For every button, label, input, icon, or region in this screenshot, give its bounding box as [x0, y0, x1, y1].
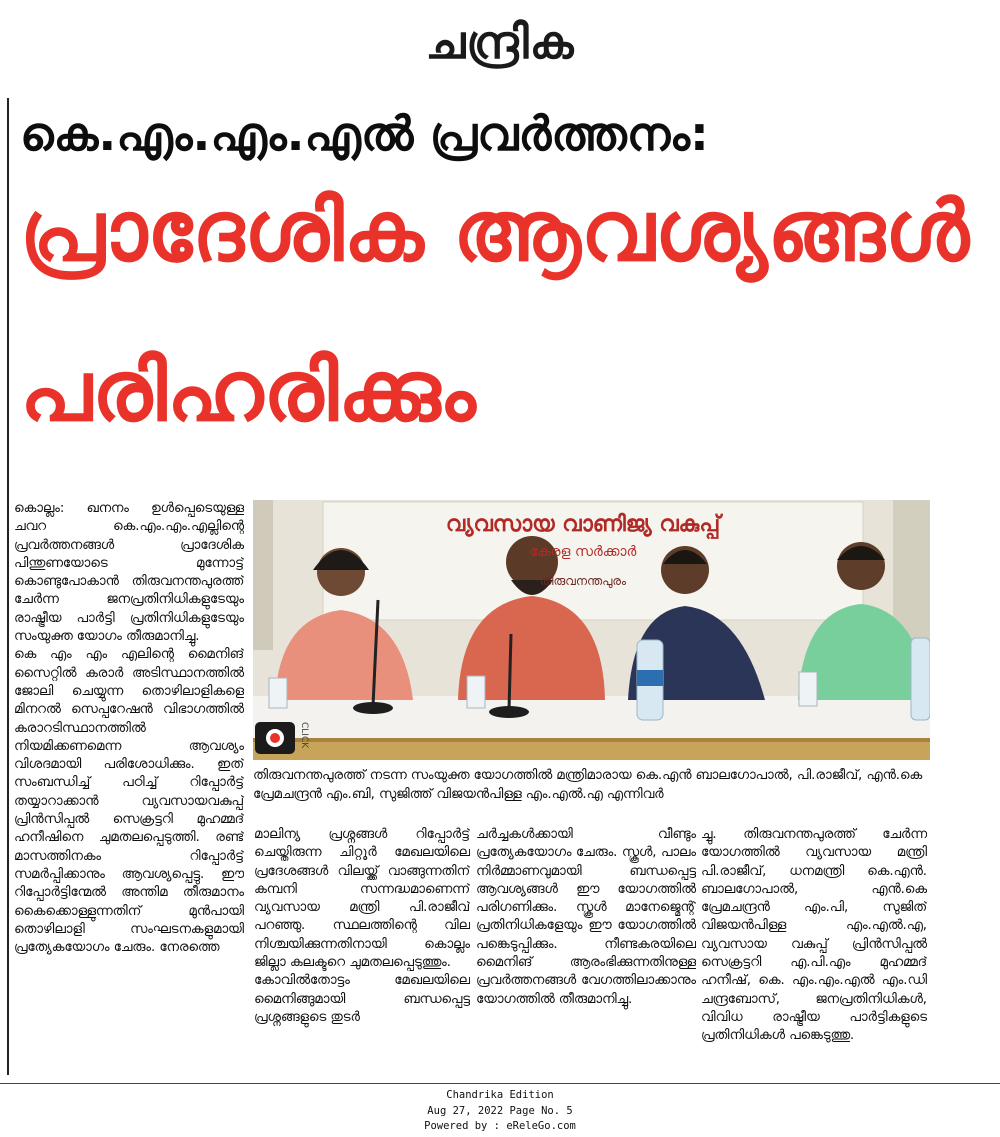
banner-subheading: കേരള സർക്കാർ [529, 544, 637, 560]
paragraph: കൊല്ലം: ഖനനം ഉൾപ്പെടെയുള്ള ചവറ കെ.എം.എം.എല്ലിന്റെ പ്രവർത്തനങ്ങൾ പ്രാദേശിക പിന്തുണയോടെ മുന്നോട്ട് കൊണ്ടുപോകാൻ തിരുവനന്തപുരത്ത് ചേർന്ന ജനപ്രതിനിധികളുടേയും രാഷ്ട്രീയ പാർട്ടി പ്രതിനിധികളുടേയും സംയുക്ത യോഗം തീരുമാനിച്ചു. [14, 501, 244, 645]
article-column-3 [476, 826, 696, 1076]
paragraph: കെ എം എം എലിന്റെ മൈനിങ് സൈറ്റിൽ കരാർ അടിസ്ഥാനത്തിൽ ജോലി ചെയ്യുന്ന തൊഴിലാളികളെ മിനറൽ സെപ്പറേഷൻ വിഭാഗത്തിൽ കരാറടിസ്ഥാനത്തിൽ നിയമിക്കണമെന്ന ആവശ്യം വിശദമായി പരിശോധിക്കും. ഇത് സംബന്ധിച്ച് പഠിച്ച് റിപ്പോർട്ട് തയ്യാറാക്കാൻ വ്യവസായവകുപ്പ് പ്രിൻസിപ്പൽ സെക്രട്ടറി മുഹമ്മദ് ഹനീഷിനെ ചുമതലപ്പെടുത്തി. രണ്ട് മാസത്തിനകം റിപ്പോർട്ട് സമർപ്പിക്കാനും ആവശ്യപ്പെട്ടു. ഈ റിപ്പോർട്ടിന്മേൽ അന്തിമ തീരുമാനം കൈക്കൊള്ളുന്നതിന് മുൻപായി തൊഴിലാളി സംഘടനകളുമായി പ്രത്യേകയോഗം ചേരും. നേരത്തെ [14, 647, 244, 956]
headline-line-2: പരിഹരിക്കും [20, 342, 476, 440]
news-photo [253, 500, 930, 760]
camera-icon [299, 722, 309, 748]
page-footer [0, 1088, 1000, 1135]
footer-date-page: Aug 27, 2022 Page No. 5 [427, 1104, 573, 1117]
paragraph: കോവിൽതോട്ടം മേഖലയിലെ മൈനിങ്ങുമായി ബന്ധപ്പെട്ട പ്രശ്നങ്ങളുടെ തുടർ [254, 973, 470, 1025]
photo-caption: തിരുവനന്തപുരത്ത് നടന്ന സംയുക്ത യോഗത്തിൽ മന്ത്രിമാരായ കെ.എൻ ബാലഗോപാൽ, പി.രാജീവ്, എൻ.കെ പ്രേമചന്ദ്രൻ എം.ബി, സുജിത്ത് വിജയൻപിള്ള എം.എൽ.എ എന്നിവർ [253, 768, 923, 802]
banner-heading: വ്യവസായ വാണിജ്യ വകുപ്പ് [445, 512, 721, 537]
left-column-rule [7, 98, 9, 1075]
banner-city: തിരുവനന്തപുരം [539, 574, 627, 588]
photo-watermark: CLICK [299, 722, 309, 749]
article-column-1 [14, 500, 244, 1075]
paragraph: ചർച്ചകൾക്കായി വീണ്ടും പ്രത്യേകയോഗം ചേരും. സ്കൂൾ, പാലം നിർമ്മാണവുമായി ബന്ധപ്പെട്ട ആവശ്യങ്ങൾ ഈ യോഗത്തിൽ പരിഗണിക്കും. സ്കൂൾ മാനേജ്മെന്റ് പ്രതിനിധികളേയും ഈ യോഗത്തിൽ പങ്കെടുപ്പിക്കും. നീണ്ടകരയിലെ മൈനിങ് ആരംഭിക്കുന്നതിനുള്ള പ്രവർത്തനങ്ങൾ വേഗത്തിലാക്കാനും യോഗത്തിൽ തീരുമാനിച്ചു. [476, 827, 696, 1007]
footer-divider [0, 1083, 1000, 1084]
paragraph: ച്ചു. തിരുവനന്തപുരത്ത് ചേർന്ന യോഗത്തിൽ വ്യവസായ മന്ത്രി പി.രാജീവ്, ധനമന്ത്രി കെ.എൻ. ബാലഗോപാൽ, എൻ.കെ പ്രേമചന്ദ്രൻ എം.പി, സുജിത് വിജയൻപിള്ള എം.എൽ.എ, വ്യവസായ വകുപ്പ് പ്രിൻസിപ്പൽ സെക്രട്ടറി എ.പി.എം മുഹമ്മദ് ഹനീഷ്, കെ. എം.എം.എൽ എം.ഡി ചന്ദ്രബോസ്, ജനപ്രതിനിധികൾ, വിവിധ രാഷ്ട്രീയ പാർട്ടികളുടെ പ്രതിനിധികൾ പങ്കെടുത്തു. [701, 827, 927, 1044]
photo-illustration [253, 500, 930, 760]
paragraph: മാലിന്യ പ്രശ്നങ്ങൾ റിപ്പോർട്ട് ചെയ്തിരുന്ന ചിറ്റൂർ മേഖലയിലെ പ്രദേശങ്ങൾ വിലയ്ക്ക് വാങ്ങുന്നതിന് കമ്പനി സന്നദ്ധമാണെന്ന് വ്യവസായ മന്ത്രി പി.രാജീവ് പറഞ്ഞു. സ്ഥലത്തിന്റെ വില നിശ്ചയിക്കുന്നതിനായി കൊല്ലം ജില്ലാ കലക്ടറെ ചുമതലപ്പെടുത്തും. [254, 827, 470, 971]
article-column-4 [701, 826, 927, 1076]
footer-powered-by[interactable]: Powered by : eReleGo.com [424, 1120, 576, 1132]
article-column-2 [254, 826, 470, 1076]
footer-edition: Chandrika Edition [446, 1089, 554, 1101]
article-kicker: കെ.എം.എം.എൽ പ്രവർത്തനം: [20, 107, 709, 162]
newspaper-title: ചന്ദ്രിക [425, 15, 575, 69]
headline-line-1: പ്രാദേശിക ആവശ്യങ്ങൾ [20, 182, 970, 280]
masthead [0, 8, 1000, 78]
